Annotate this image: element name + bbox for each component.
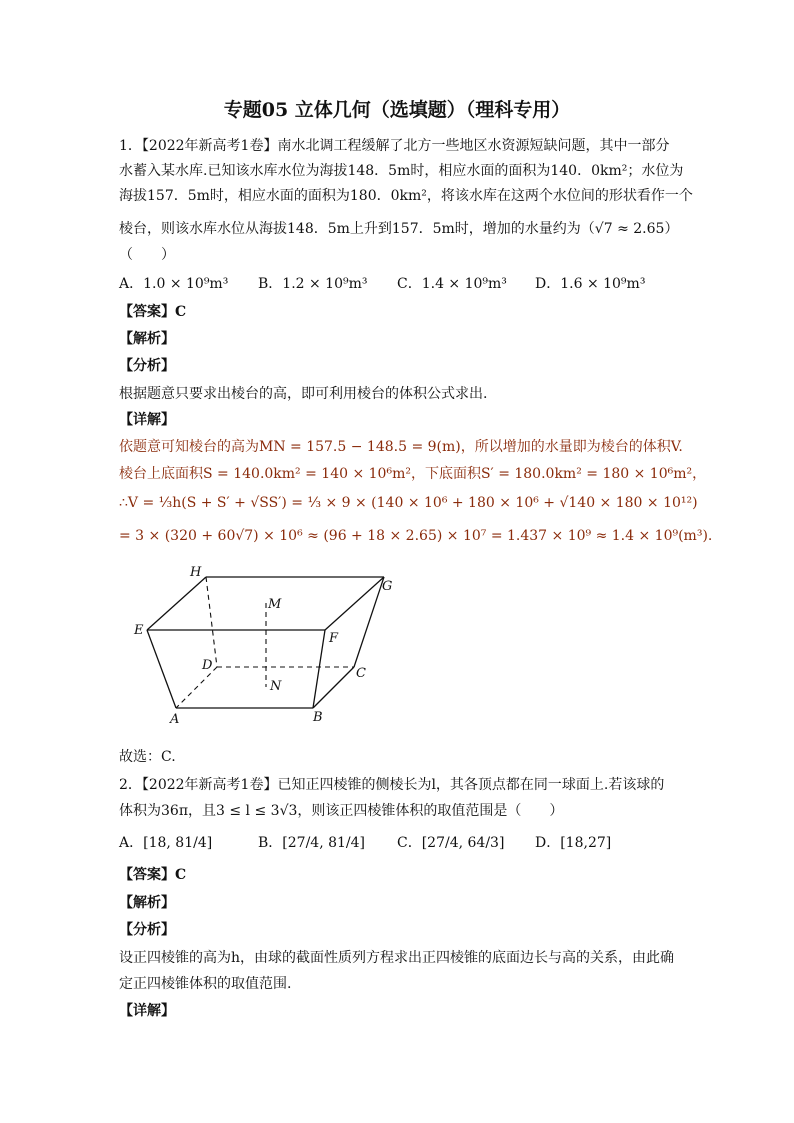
q1-line-1: 1．【2022年新高考1卷】南水北调工程缓解了北方一些地区水资源短缺问题，其中一部分 (119, 138, 670, 154)
q2-xiangjie-label: 【详解】 (119, 1003, 175, 1019)
q1-option-d: D．1.6 × 10⁹m³ (535, 276, 646, 292)
q1-line-2: 水蓄入某水库.已知该水库水位为海拔148．5m时，相应水面的面积为140．0km²；水位为 (119, 163, 684, 179)
q1-answer: 【答案】C (119, 304, 187, 320)
q1-option-a: A．1.0 × 10⁹m³ (119, 276, 229, 292)
q1-option-b: B．1.2 × 10⁹m³ (258, 276, 368, 292)
q2-option-b: B．[27/4, 81/4] (258, 835, 365, 851)
q1-option-c: C．1.4 × 10⁹m³ (397, 276, 507, 292)
q2-jiexi-label: 【解析】 (119, 895, 175, 911)
label-e: E (134, 623, 144, 638)
q1-fenxi-text: 根据题意只要求出棱台的高，即可利用棱台的体积公式求出. (119, 386, 488, 402)
edge-bc (313, 667, 354, 708)
q2-line-1: 2．【2022年新高考1卷】已知正四棱锥的侧棱长为l，其各顶点都在同一球面上.若该球的 (119, 777, 665, 793)
page-title: 专题05 立体几何（选填题）（理科专用） (223, 99, 571, 121)
q2-line-2: 体积为36π，且3 ≤ l ≤ 3√3，则该正四棱锥体积的取值范围是（ ） (119, 803, 564, 819)
q1-fenxi-label: 【分析】 (119, 358, 175, 374)
label-a: A (170, 712, 180, 727)
q1-conclusion: 故选：C. (119, 749, 176, 765)
q2-option-a: A．[18, 81/4] (119, 835, 213, 851)
q2-fenxi-text-2: 定正四棱锥体积的取值范围. (119, 976, 292, 992)
edge-da-hidden (176, 667, 217, 708)
frustum-figure (120, 560, 410, 730)
q2-option-d: D．[18,27] (535, 835, 612, 851)
q1-line-3: 海拔157．5m时，相应水面的面积为180．0km²，将该水库在这两个水位间的形状看作一个 (119, 188, 693, 204)
q1-xiangjie-label: 【详解】 (119, 412, 175, 428)
q2-fenxi-label: 【分析】 (119, 922, 175, 938)
label-b: B (313, 710, 323, 725)
label-f: F (329, 631, 339, 646)
q1-detail-2: 棱台上底面积S = 140.0km² = 140 × 10⁶m²，下底面积S′ = 180.0km² = 180 × 10⁶m²， (119, 466, 707, 482)
q1-detail-3: ∴V = ⅓h(S + S′ + √SS′) = ⅓ × 9 × (140 × 10⁶ + 180 × 10⁶ + √140 × 180 × 10¹²) (119, 495, 698, 511)
q1-detail-4: = 3 × (320 + 60√7) × 10⁶ ≈ (96 + 18 × 2.65) × 10⁷ = 1.437 × 10⁹ ≈ 1.4 × 10⁹(m³). (119, 528, 713, 544)
q1-line-4: 棱台，则该水库水位从海拔148．5m上升到157．5m时，增加的水量约为（√7 ≈ 2.65） (119, 221, 679, 237)
edge-hd-hidden (206, 577, 217, 667)
label-g: G (382, 579, 393, 594)
label-n: N (270, 679, 282, 694)
q1-jiexi-label: 【解析】 (119, 331, 175, 347)
q2-option-c: C．[27/4, 64/3] (397, 835, 505, 851)
label-d: D (202, 658, 213, 673)
q2-answer: 【答案】C (119, 867, 187, 883)
label-c: C (356, 666, 366, 681)
edge-he (147, 577, 206, 630)
edge-fb (313, 630, 325, 708)
label-m: M (268, 597, 282, 612)
edge-ea (147, 630, 176, 708)
q2-fenxi-text-1: 设正四棱锥的高为h，由球的截面性质列方程求出正四棱锥的底面边长与高的关系，由此确 (119, 950, 675, 966)
label-h: H (190, 565, 202, 580)
q1-line-5: （ ） (119, 247, 175, 263)
q1-detail-1: 依题意可知棱台的高为MN = 157.5 − 148.5 = 9(m)，所以增加的水量即为棱台的体积V. (119, 439, 683, 455)
